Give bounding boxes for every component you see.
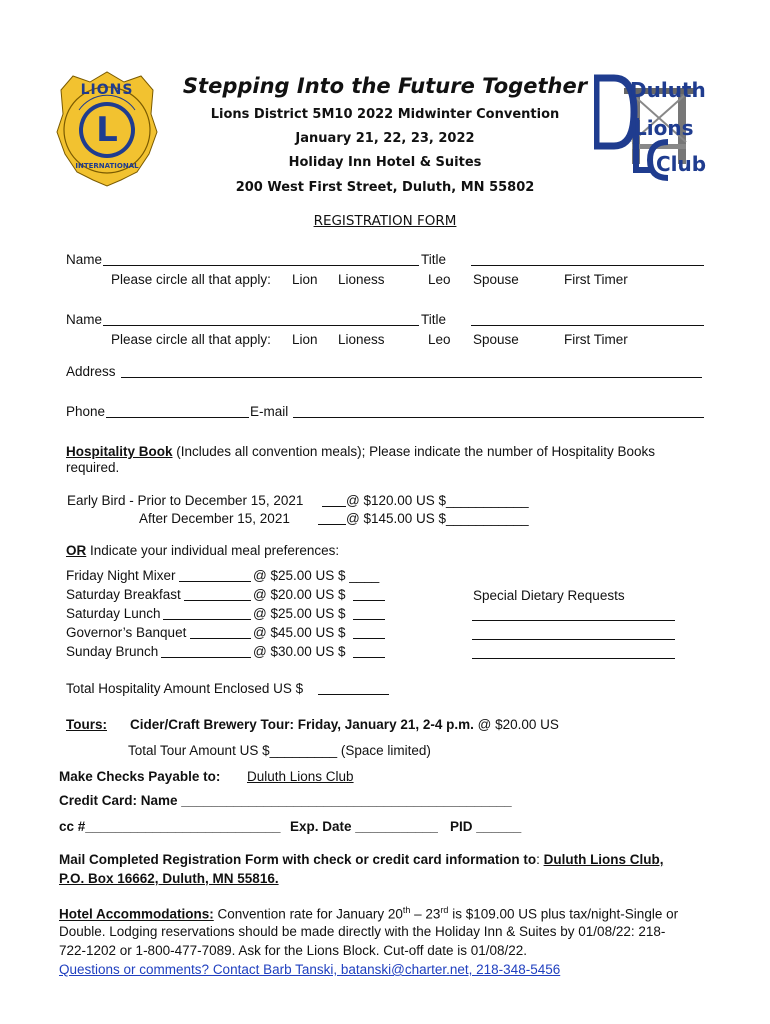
meal-preferences-intro (66, 543, 339, 558)
questions-contact-link[interactable]: Questions or comments? Contact Barb Tanski, batanski@charter.net, 218-348-5456 (59, 962, 561, 977)
meal-saturday-lunch: Saturday Lunch (66, 606, 161, 621)
title-label-2: Title (421, 312, 447, 327)
hospitality-heading: Hospitality Book (66, 444, 173, 459)
meal-friday-mixer-qty[interactable] (179, 581, 251, 582)
circle-instructions-2: Please circle all that apply: (111, 332, 271, 347)
email-label: E-mail (250, 404, 289, 419)
tour-name: Cider/Craft Brewery Tour: Friday, January 21, 2-4 p.m. (130, 717, 474, 732)
phone-label: Phone (66, 404, 106, 419)
option-lioness-2[interactable]: Lioness (338, 332, 385, 347)
option-spouse-2[interactable]: Spouse (473, 332, 519, 347)
dietary-requests-label: Special Dietary Requests (473, 588, 625, 603)
hospitality-desc-line2: required. (66, 460, 120, 475)
option-lion-1[interactable]: Lion (292, 272, 318, 287)
event-dates: January 21, 22, 23, 2022 (295, 131, 475, 146)
meal-governors-banquet-amount[interactable] (353, 638, 385, 639)
mail-destination-2: P.O. Box 16662, Duluth, MN 55816. (59, 871, 279, 886)
option-lioness-1[interactable]: Lioness (338, 272, 385, 287)
option-first-timer-1[interactable]: First Timer (564, 272, 628, 287)
hospitality-desc: (Includes all convention meals); Please indicate the number of Hospitality Books (172, 444, 656, 459)
after-date-qty-field[interactable] (318, 524, 346, 525)
meal-saturday-breakfast: Saturday Breakfast (66, 587, 181, 602)
checks-payable-value: Duluth Lions Club (247, 769, 354, 784)
event-venue: Holiday Inn Hotel & Suites (288, 155, 482, 170)
email-field[interactable] (293, 417, 704, 418)
option-lion-2[interactable]: Lion (292, 332, 318, 347)
form-title: REGISTRATION FORM (313, 213, 457, 229)
name-label-1: Name (66, 252, 103, 267)
duluth-lions-club-logo (594, 72, 714, 184)
hotel-line-3: 722-1202 or 1-800-477-7089. Ask for the Lions Block. Cut-off date is 01/08/22. (59, 943, 528, 958)
lions-logo-letter: L (96, 110, 118, 150)
event-title: Stepping Into the Future Together (182, 74, 588, 98)
phone-field[interactable] (106, 417, 249, 418)
credit-card-pid: PID ______ (450, 819, 522, 834)
credit-card-number: cc #__________________________ (59, 819, 281, 834)
name-label-2: Name (66, 312, 103, 327)
meal-saturday-breakfast-price: @ $20.00 US $ (253, 587, 346, 602)
after-date-price: @ $145.00 US $___________ (346, 511, 529, 526)
tour-description (130, 717, 559, 732)
event-address: 200 West First Street, Duluth, MN 55802 (235, 180, 535, 195)
address-label: Address (66, 364, 116, 379)
early-bird-qty-field[interactable] (322, 506, 346, 507)
or-text: Indicate your individual meal preferences: (86, 543, 340, 558)
early-bird-price: @ $120.00 US $___________ (346, 493, 529, 508)
mail-instructions (59, 852, 719, 867)
option-leo-1[interactable]: Leo (428, 272, 451, 287)
lions-international-logo (55, 70, 160, 188)
hotel-sup-2: rd (440, 905, 449, 915)
tour-price: @ $20.00 US (473, 717, 559, 732)
circle-instructions-1: Please circle all that apply: (111, 272, 271, 287)
hotel-text-1: Convention rate for January 20 (213, 906, 403, 922)
title-field-2[interactable] (471, 325, 704, 326)
meal-governors-banquet: Governor’s Banquet (66, 625, 187, 640)
checks-payable-label: Make Checks Payable to: (59, 769, 221, 784)
tour-total: Total Tour Amount US $_________ (Space limited) (128, 743, 431, 758)
hospitality-description (66, 444, 716, 459)
meal-saturday-lunch-price: @ $25.00 US $ (253, 606, 346, 621)
name-field-2[interactable] (103, 325, 419, 326)
total-hospitality-label: Total Hospitality Amount Enclosed US $ (66, 681, 304, 696)
meal-sunday-brunch-price: @ $30.00 US $ (253, 644, 346, 659)
address-field[interactable] (121, 377, 702, 378)
title-field-1[interactable] (471, 265, 704, 266)
duluth-logo-word-3: Club (656, 152, 707, 176)
dietary-field-1[interactable] (472, 620, 675, 621)
meal-governors-banquet-price: @ $45.00 US $ (253, 625, 346, 640)
meal-friday-mixer: Friday Night Mixer (66, 568, 176, 583)
meal-saturday-breakfast-qty[interactable] (184, 600, 251, 601)
hotel-sup-1: th (402, 905, 411, 915)
dietary-field-2[interactable] (472, 639, 675, 640)
meal-governors-banquet-qty[interactable] (190, 638, 251, 639)
hotel-heading: Hotel Accommodations: (59, 906, 214, 922)
event-convention: Lions District 5M10 2022 Midwinter Convention (210, 107, 560, 122)
total-hospitality-field[interactable] (318, 694, 389, 695)
meal-saturday-lunch-amount[interactable] (353, 619, 385, 620)
lions-logo-text: LIONS (80, 82, 134, 98)
dietary-field-3[interactable] (472, 658, 675, 659)
mail-destination-1: Duluth Lions Club, (543, 852, 664, 867)
hotel-line-1 (59, 905, 739, 922)
title-label-1: Title (421, 252, 447, 267)
name-field-1[interactable] (103, 265, 419, 266)
meal-sunday-brunch-amount[interactable] (353, 657, 385, 658)
duluth-logo-word-1: Duluth (630, 78, 706, 102)
mail-text: Mail Completed Registration Form with check or credit card information to (59, 852, 537, 867)
meal-saturday-breakfast-amount[interactable] (353, 600, 385, 601)
duluth-logo-word-2: Lions (634, 116, 694, 140)
hotel-line-2: Double. Lodging reservations should be made directly with the Holiday Inn & Suites by 01/08/22: 218- (59, 924, 666, 939)
option-first-timer-2[interactable]: First Timer (564, 332, 628, 347)
meal-sunday-brunch: Sunday Brunch (66, 644, 159, 659)
meal-saturday-lunch-qty[interactable] (163, 619, 251, 620)
option-leo-2[interactable]: Leo (428, 332, 451, 347)
credit-card-exp: Exp. Date ___________ (290, 819, 438, 834)
mail-colon: : (536, 852, 544, 867)
meal-friday-mixer-price: @ $25.00 US $ ____ (253, 568, 380, 583)
after-date-label: After December 15, 2021 (139, 511, 290, 526)
hotel-text-3: is $109.00 US plus tax/night-Single or (448, 906, 679, 922)
option-spouse-1[interactable]: Spouse (473, 272, 519, 287)
early-bird-label: Early Bird - Prior to December 15, 2021 (67, 493, 304, 508)
tours-label: Tours: (66, 717, 107, 732)
meal-sunday-brunch-qty[interactable] (161, 657, 251, 658)
lions-logo-bottom-text: INTERNATIONAL (75, 162, 139, 170)
or-label: OR (66, 543, 87, 558)
credit-card-name: Credit Card: Name ____________________________________________ (59, 793, 512, 808)
hotel-text-2: – 23 (410, 906, 441, 922)
